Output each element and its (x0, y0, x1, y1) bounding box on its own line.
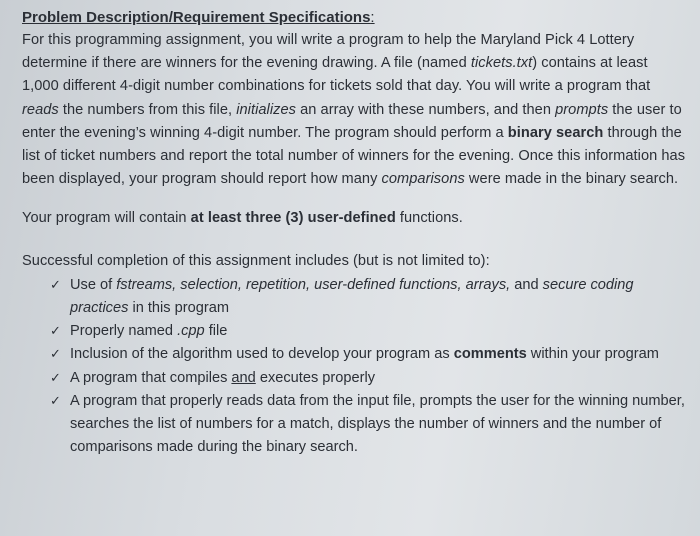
list-item (22, 320, 686, 343)
check-mark-icon: ✓ (50, 277, 61, 293)
emphasis-binary-search: binary search (507, 124, 604, 141)
requirements-list (22, 274, 686, 460)
list-item (22, 367, 686, 390)
text-run: within your program (526, 346, 659, 363)
check-mark-icon: ✓ (50, 370, 61, 386)
check-mark-icon: ✓ (50, 393, 61, 409)
emphasis-initializes: initializes (236, 101, 296, 118)
check-mark-icon: ✓ (50, 324, 61, 340)
heading-colon: : (370, 9, 375, 26)
text-run: Use of (70, 276, 117, 293)
text-run: functions. (395, 210, 463, 227)
text-run: A program that compiles (70, 369, 232, 386)
problem-description-paragraph (22, 29, 686, 191)
text-run: executes properly (255, 369, 376, 386)
underlined-text: and (231, 369, 256, 386)
text-run: were made in the binary search. (464, 171, 679, 188)
text-run: an array with these numbers, and then (295, 101, 556, 118)
emphasis-text: secure coding practices (70, 276, 634, 317)
emphasis-comparisons: comparisons (381, 171, 465, 188)
emphasis-user-defined: at least three (3) user-defined (190, 210, 396, 227)
filename-text: tickets.txt (470, 55, 533, 72)
text-run: file (204, 323, 228, 340)
text-run: For this programming assignment, you will write a program to help the Maryland Pick 4 Lottery determine if there are winners for the evening drawing. A file (named (22, 32, 635, 72)
emphasis-reads: reads (22, 101, 59, 118)
emphasis-text: .cpp (177, 323, 205, 340)
heading-text: Problem Description/Requirement Specifications (22, 9, 371, 26)
text-run: ) contains at least 1,000 different 4-digit number combinations for tickets sold that day. You will write a program that (22, 55, 651, 95)
text-run: the numbers from this file, (58, 101, 237, 118)
text-run: and (510, 276, 543, 293)
list-item (22, 390, 686, 460)
text-run: through the list of ticket numbers and report the total number of winners for the evening. Once this information has been displayed, your program should report how many (22, 124, 686, 188)
text-run: in this program (128, 300, 229, 317)
check-mark-icon: ✓ (50, 347, 61, 363)
section-heading (22, 8, 686, 28)
emphasis-text: comments (453, 346, 527, 363)
emphasis-prompts: prompts (555, 101, 609, 118)
text-run: A program that properly reads data from the input file, prompts the user for the winning number, searches the list of numbers for a match, displays the number of winners and the number of comparisons made during the binary search. (70, 392, 685, 456)
completion-intro-paragraph: Successful completion of this assignment includes (but is not limited to): (22, 252, 490, 269)
emphasis-text: fstreams, selection, repetition, user-defined functions, arrays, (116, 276, 511, 293)
text-run: Inclusion of the algorithm used to develop your program as (70, 346, 454, 363)
text-run: Properly named (70, 323, 178, 340)
list-item (22, 274, 686, 320)
list-item (22, 343, 686, 366)
text-run: Your program will contain (22, 210, 191, 227)
functions-requirement-paragraph (22, 207, 686, 230)
text-run: the user to enter the evening’s winning 4-digit number. The program should perform a (22, 101, 682, 141)
